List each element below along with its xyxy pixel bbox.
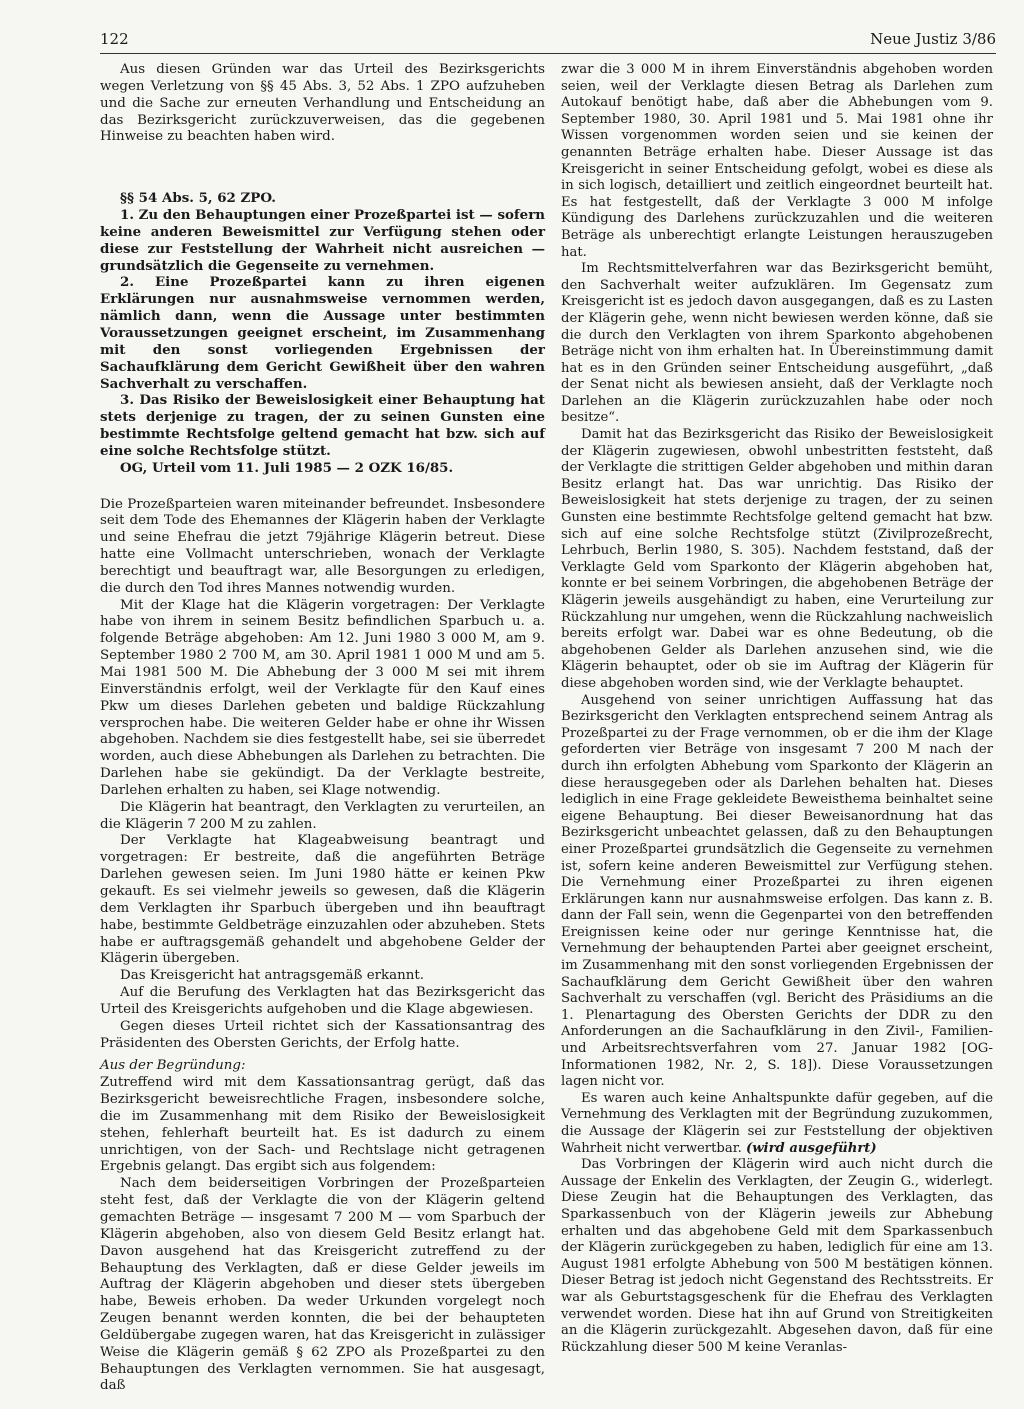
paragraph: Das Kreisgericht hat antragsgemäß erkannt.: [120, 968, 425, 984]
law-reference: §§ 54 Abs. 5, 62 ZPO.: [120, 190, 276, 207]
paragraph: Aus diesen Gründen war das Urteil des Bezirksgerichts wegen Verletzung von §§ 45 Abs. 3, 52 Abs. 1 ZPO aufzuheben und die Sache zur erneuten Verhandlung und Entscheidung an das Bezirksgericht zurückzuverweisen, das die gegebenen Hinweise zu beachten haben wird.: [100, 62, 545, 145]
spacer: [100, 146, 545, 190]
page-number: 122: [100, 30, 129, 48]
paragraph: Gegen dieses Urteil richtet sich der Kassationsantrag des Präsidenten des Obersten Gerichts, der Erfolg hatte.: [100, 1018, 545, 1051]
journal-issue: Neue Justiz 3/86: [870, 30, 996, 48]
paragraph: Ausgehend von seiner unrichtigen Auffassung hat das Bezirksgericht den Verklagten entsprechend seinem Antrag als Prozeßpartei zu der Frage vernommen, ob er die ihm der Klage geforderten vier Beträge von insgesamt 7 200 M nach der durch ihn erfolgten Abhebung vom Sparkonto der Klägerin an diese herausgegeben oder als Darlehen behalten hat. Dieses lediglich in eine Frage gekleidete Beweisthema beinhaltet seine eigene Behauptung. Bei dieser Beweisanordnung hat das Bezirksgericht unbeachtet gelassen, daß zu den Behauptungen einer Prozeßpartei grundsätzlich die Gegenseite zu vernehmen ist, sofern keine anderen Beweismittel zur Verfügung stehen. Die Vernehmung einer Prozeßpartei zu ihren eigenen Erklärungen kann nur ausnahmsweise erfolgen. Das kann z. B. dann der Fall sein, wenn die Gegenpartei von den betreffenden Ereignissen keine oder nur geringe Kenntnisse hat, die Vernehmung der behauptenden Partei aber geeignet erscheint, im Zusammenhang mit den sonst vorliegenden Ergebnissen der Sachaufklärung dem Gericht Gewißheit über den wahren Sachverhalt zu verschaffen (vgl. Bericht des Präsidiums an die 1. Plenartagung des Obersten Gerichts der DDR zu den Anforderungen an die Sachaufklärung in den Zivil-, Familien- und Arbeitsrechtsverfahren vom 27. Januar 1982 [OG-Informationen 1982, Nr. 2, S. 18]). Diese Voraussetzungen lagen nicht vor.: [561, 692, 993, 1090]
paragraph: Auf die Berufung des Verklagten hat das Bezirksgericht das Urteil des Kreisgerichts aufgehoben und die Klage abgewiesen.: [100, 985, 545, 1017]
paragraph: Die Klägerin hat beantragt, den Verklagten zu verurteilen, an die Klägerin 7 200 M zu zahlen.: [100, 799, 545, 832]
paragraph: Mit der Klage hat die Klägerin vorgetragen: Der Verklagte habe von ihrem in seinem Besitz befindlichen Sparbuch u. a. folgende Beträge abgehoben: Am 12. Juni 1980 3 000 M, am 9. September 1980 2 700 M, am 30. April 1981 1 000 M und am 5. Mai 1981 500 M. Die Abhebung der 3 000 M sei mit ihrem Einverständnis erfolgt, weil der Verklagte für den Kauf eines Pkw um dieses Darlehen gebeten und baldige Rückzahlung versprochen habe. Die weiteren Gelder habe er ohne ihr Wissen abgehoben. Nachdem sie dies festgestellt habe, sei sie überredet worden, auch diese Abhebungen als Darlehen zu betrachten. Die Darlehen habe sie gekündigt. Da der Verklagte bestreite, Darlehen erhalten zu haben, sei Klage notwendig.: [100, 597, 545, 798]
headnote-2: 2. Eine Prozeßpartei kann zu ihren eigenen Erklärungen nur ausnahmsweise vernommen werden, nämlich dann, wenn die Aussage unter bestimmten Voraussetzungen geeignet erscheint, im Zusammenhang mit den sonst vorliegenden Ergebnissen der Sachaufklärung dem Gericht Gewißheit über den wahren Sachverhalt zu verschaffen.: [100, 274, 545, 392]
reasons-heading: Aus der Begründung:: [100, 1058, 246, 1074]
paragraph: Im Rechtsmittelverfahren war das Bezirksgericht bemüht, den Sachverhalt weiter aufzuklären. Im Gegensatz zum Kreisgericht ist es jedoch davon ausgegangen, daß es zu Lasten der Klägerin gehe, wenn nicht bewiesen werden könne, daß sie die durch den Verklagten von ihrem Sparkonto abgehobenen Beträge nicht von ihm erhalten hat. In Übereinstimmung damit hat es in den Gründen seiner Entscheidung ausgeführt, „daß der Senat nicht als bewiesen ansieht, daß der Verklagte noch Darlehen an die Klägerin zurückzuzahlen habe oder noch besitze“.: [561, 261, 993, 426]
right-column: [561, 62, 993, 1356]
headnote-1: 1. Zu den Behauptungen einer Prozeßpartei ist — sofern keine anderen Beweismittel zur Verfügung stehen oder diese zur Feststellung der Wahrheit nicht ausreichen — grundsätzlich die Gegenseite zu vernehmen.: [100, 207, 545, 274]
headnote-3: 3. Das Risiko der Beweislosigkeit einer Behauptung hat stets derjenige zu tragen, der zu seinen Gunsten eine bestimmte Rechtsfolge geltend gemacht hat bzw. sich auf eine solche Rechtsfolge stützt.: [100, 392, 545, 459]
decision-citation: OG, Urteil vom 11. Juli 1985 — 2 OZK 16/85.: [120, 459, 454, 476]
paragraph: [561, 1091, 993, 1157]
paragraph: Nach dem beiderseitigen Vorbringen der Prozeßparteien steht fest, daß der Verklagte die von der Klägerin geltend gemachten Beträge — insgesamt 7 200 M — vom Sparbuch der Klägerin abgehoben, also von diesem Geld Besitz erlangt hat. Davon ausgehend hat das Kreisgericht zutreffend zu der Behauptung des Verklagten, daß er diese Gelder jeweils im Auftrag der Klägerin abgehoben und dieser stets übergeben habe, Beweis erhoben. Da weder Urkunden vorgelegt noch Zeugen benannt werden konnten, die bei der behaupteten Geldübergabe zugegen waren, hat das Kreisgericht in zulässiger Weise die Klägerin gemäß § 62 ZPO als Prozeßpartei zu den Behauptungen des Verklagten vernommen. Sie hat ausgesagt, daß: [100, 1176, 545, 1394]
paragraph: zwar die 3 000 M in ihrem Einverständnis abgehoben worden seien, weil der Verklagte diesen Betrag als Darlehen zum Autokauf benötigt habe, daß aber die Abhebungen vom 9. September 1980, 30. April 1981 und 5. Mai 1981 ohne ihr Wissen vorgenommen worden seien und sie keinen der genannten Beträge erhalten habe. Dieser Aussage ist das Kreisgericht in seiner Entscheidung gefolgt, wobei es diese als in sich logisch, detailliert und zeitlich eingeordnet beurteilt hat. Es hat festgestellt, daß der Verklagte 3 000 M infolge Kündigung des Darlehens zurückzuzahlen und die weiteren Beträge als unberechtigt erlangte Leistungen herauszugeben hat.: [561, 62, 993, 260]
left-column: [100, 62, 545, 1395]
paragraph: Damit hat das Bezirksgericht das Risiko der Beweislosigkeit der Klägerin zugewiesen, obwohl unbestritten feststeht, daß der Verklagte die strittigen Gelder abgehoben und mithin daran Besitz erlangt hat. Das war unrichtig. Das Risiko der Beweislosigkeit hat stets derjenige zu tragen, der zu seinen Gunsten eine bestimmte Rechtsfolge geltend gemacht hat bzw. sich auf eine solche Rechtsfolge stützt (Zivilprozeßrecht, Lehrbuch, Berlin 1980, S. 305). Nachdem feststand, daß der Verklagte Geld vom Sparkonto der Klägerin abgehoben hat, konnte er bei seinem Vorbringen, die abgehobenen Beträge der Klägerin jeweils ausgehändigt zu haben, eine Verurteilung zur Rückzahlung nur umgehen, wenn die Rückzahlung nachweislich bereits erfolgt war. Dabei war es ohne Bedeutung, ob die abgehobenen Gelder als Darlehen anzusehen sind, wie die Klägerin behauptet, oder ob sie im Auftrag der Klägerin für diese abgehoben worden sind, wie der Verklagte behauptet.: [561, 427, 993, 691]
paragraph: Die Prozeßparteien waren miteinander befreundet. Insbesondere seit dem Tode des Ehemannes der Klägerin haben der Verklagte und seine Ehefrau die jetzt 79jährige Klägerin betreut. Diese hatte eine Vollmacht unterschrieben, wonach der Verklagte berechtigt und beauftragt war, alle Besorgungen zu erledigen, die durch den Tod ihres Mannes notwendig wurden.: [100, 496, 545, 596]
paragraph: Das Vorbringen der Klägerin wird auch nicht durch die Aussage der Enkelin des Verklagten, der Zeugin G., widerlegt. Diese Zeugin hat die Behauptungen des Verklagten, das Sparkassenbuch von der Klägerin jeweils zur Abhebung erhalten und das abgehobene Geld mit dem Sparkassenbuch der Klägerin zurückgegeben zu haben, lediglich für eine am 13. August 1981 erfolgte Abhebung von 500 M bestätigen können. Dieser Betrag ist jedoch nicht Gegenstand des Rechtsstreits. Er war als Geburtstagsgeschenk für die Ehefrau des Verklagten verwendet worden. Diese hat ihn auf Grund von Streitigkeiten an die Klägerin zurückgezahlt. Abgesehen davon, daß für eine Rückzahlung dieser 500 M keine Veranlas-: [561, 1157, 993, 1355]
paragraph: Der Verklagte hat Klageabweisung beantragt und vorgetragen: Er bestreite, daß die angeführten Beträge Darlehen gewesen seien. Im Juni 1980 hätte er keinen Pkw gekauft. Es sei vielmehr jeweils so gewesen, daß die Klägerin dem Verklagten ihr Sparbuch übergeben und ihn beauftragt habe, bestimmte Geldbeträge einzuzahlen oder abzuheben. Stets habe er auftragsgemäß gehandelt und abgehobene Gelder der Klägerin übergeben.: [100, 833, 545, 967]
header-rule: [100, 53, 996, 54]
spacer: [100, 477, 545, 497]
omission-note: (wird ausgeführt): [745, 1140, 877, 1156]
paragraph: Zutreffend wird mit dem Kassationsantrag gerügt, daß das Bezirksgericht beweisrechtliche Fragen, insbesondere solche, die im Zusammenhang mit dem Risiko der Beweislosigkeit stehen, fehlerhaft beurteilt hat. Es ist dadurch zu einem unrichtigen, von der Sach- und Rechtslage nicht getragenen Ergebnis gelangt. Das ergibt sich aus folgendem:: [100, 1075, 545, 1175]
paragraph-text: Es waren auch keine Anhaltspunkte dafür gegeben, auf die Vernehmung des Verklagten mit der Begründung zuzukommen, die Aussage der Klägerin sei zur Feststellung der objektiven Wahrheit nicht verwertbar.: [561, 1090, 993, 1156]
